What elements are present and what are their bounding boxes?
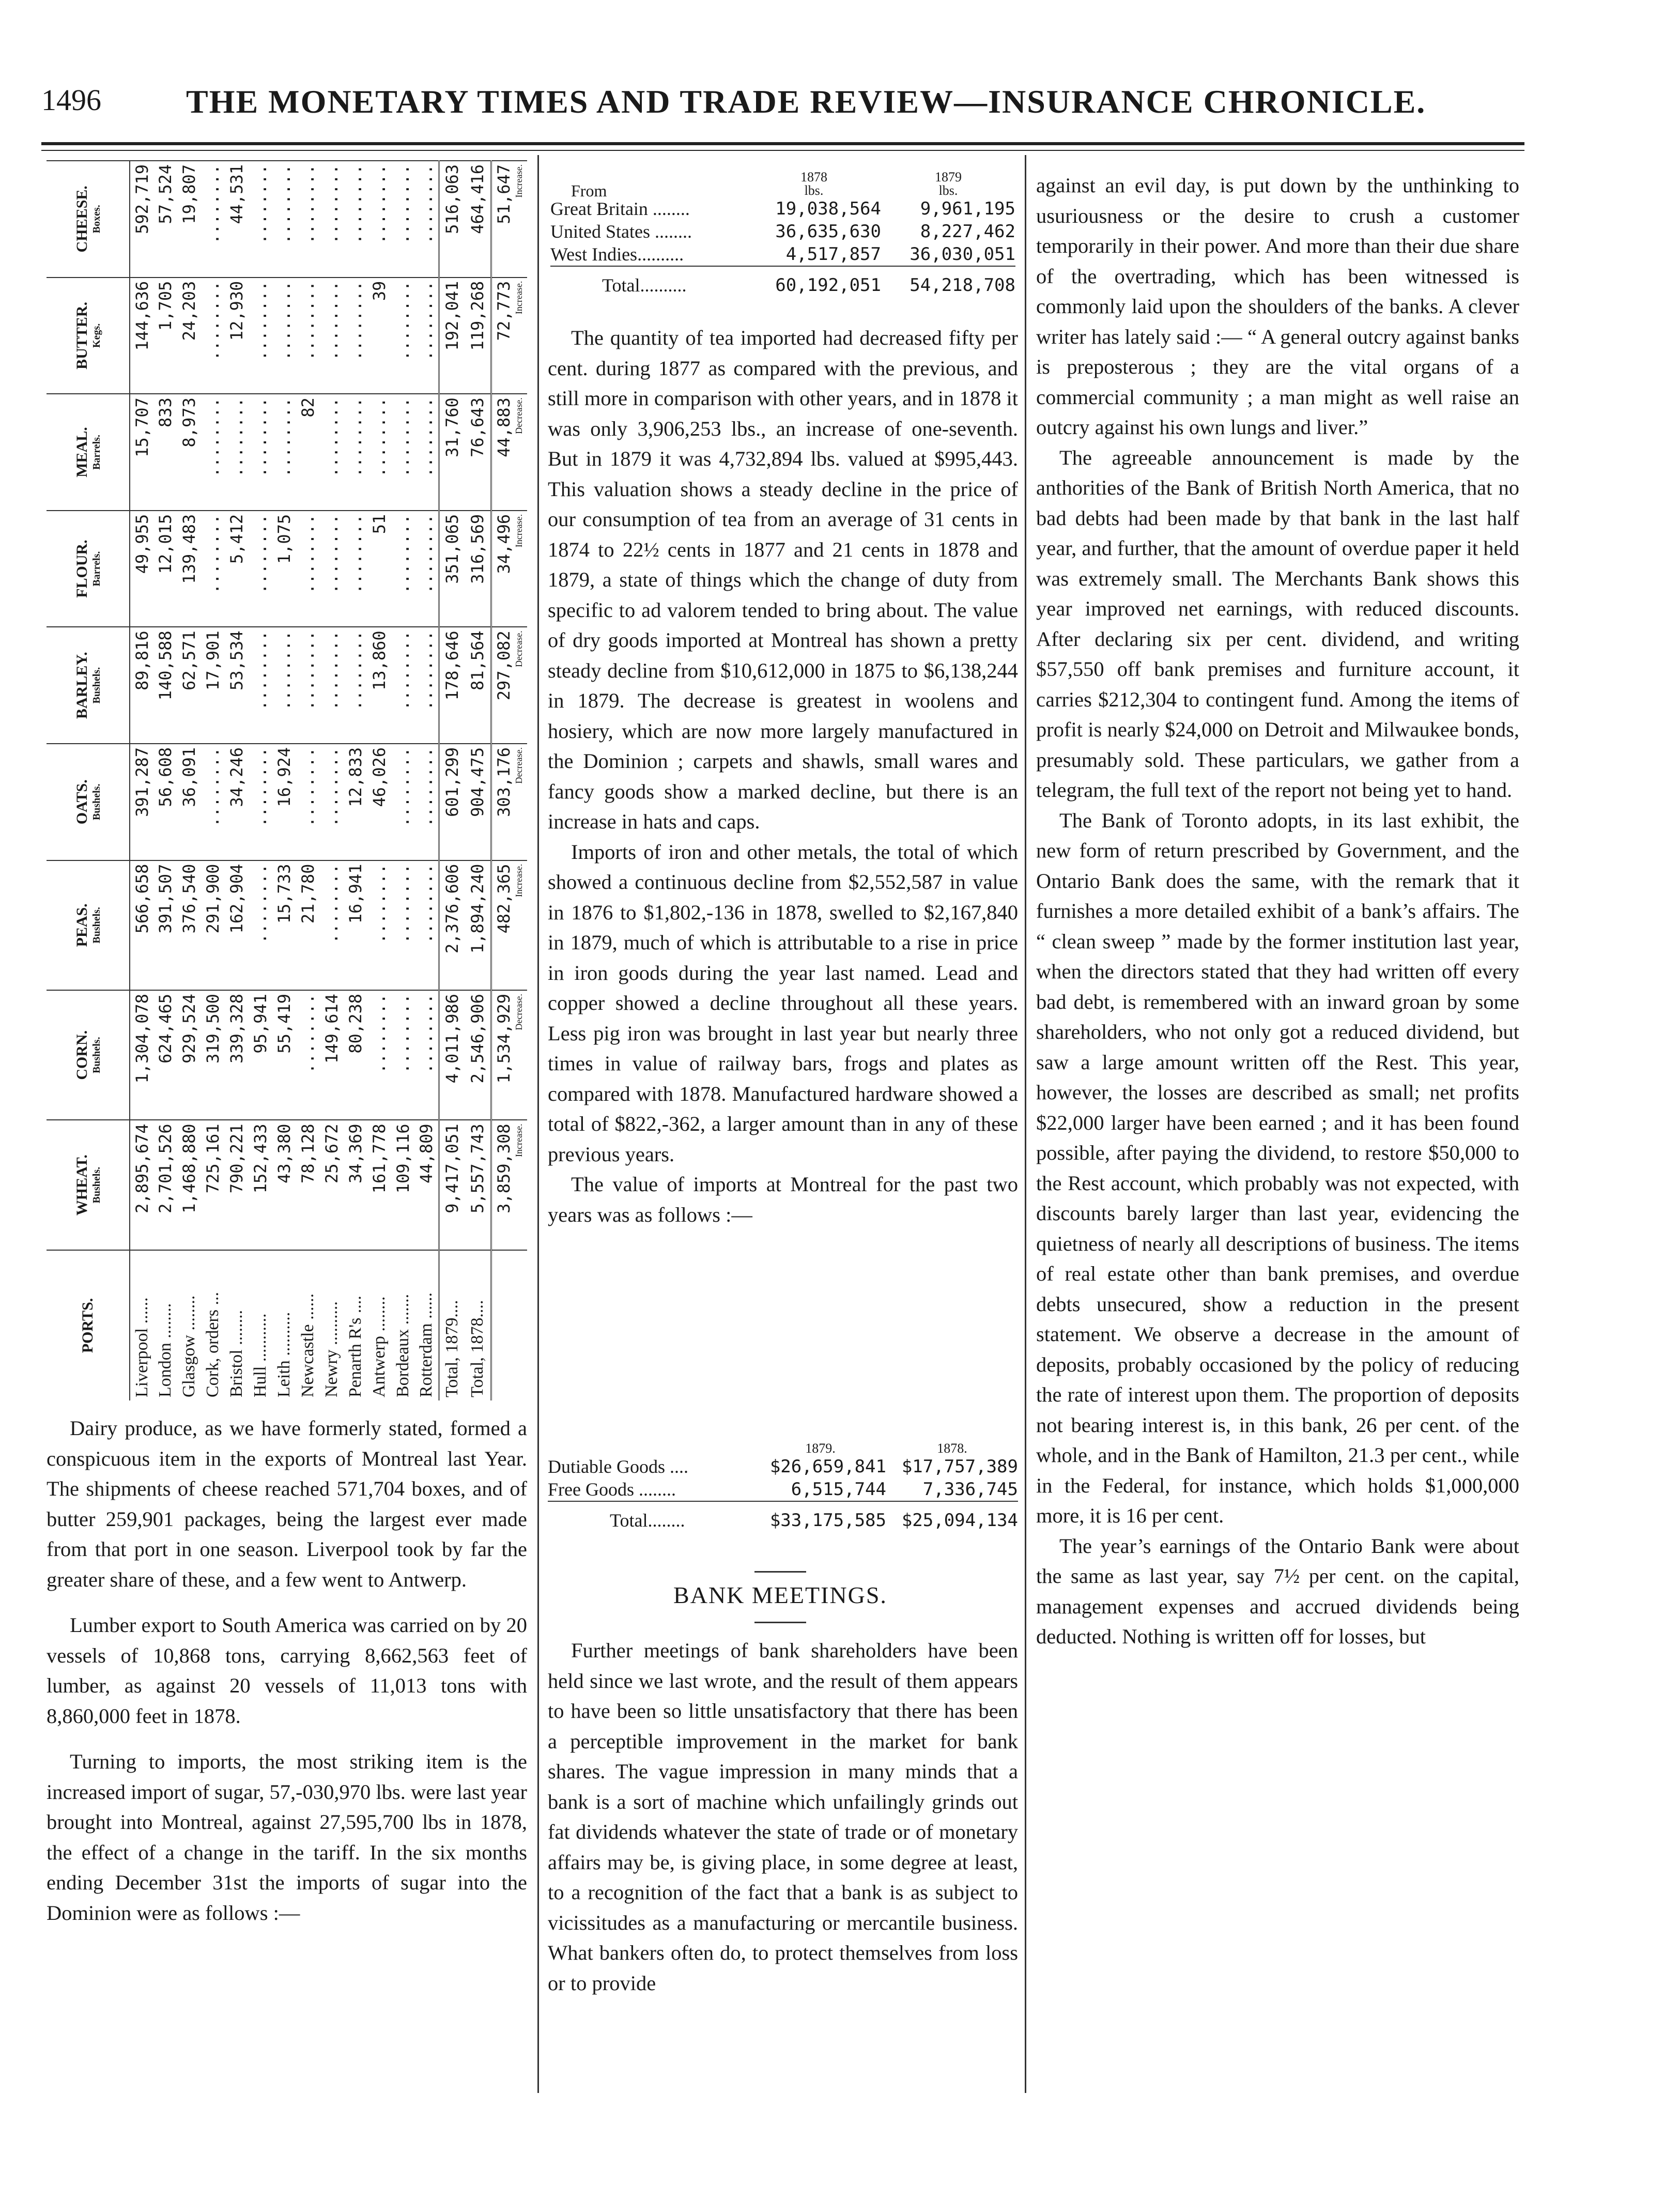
ports-header-1 [47, 1120, 130, 1250]
ports-cell: 53,534 [225, 627, 249, 744]
ports-row [153, 161, 177, 1400]
page-title: THE MONETARY TIMES AND TRADE REVIEW—INSURANCE CHRONICLE. [186, 83, 1426, 120]
ports-row [296, 161, 320, 1400]
paragraph-bank-meetings: Further meetings of bank shareholders have been held since we last wrote, and the result of them appears to have been so little unsatisfactory that there has been a perceptible improvement in the market for bank shares. The vague impression in many minds that a bank is a sort of machine which unfailingly grinds out fat dividends whatever the state of trade or of monetary affairs may be, is giving place, in some degree at least, to a recognition of the fact that a bank is as subject to vicissitudes as a manufacturing or mercantile business. What bankers often do, to protect themselves from loss or to provide [548, 1639, 1018, 1995]
ports-cell: ........ [320, 511, 344, 627]
ports-cell: ........ [320, 394, 344, 511]
ports-row [249, 161, 272, 1400]
ports-header-4 [47, 744, 130, 860]
ports-cell: 139,483 [177, 511, 201, 627]
ports-cell: ........ [320, 278, 344, 394]
tea-source: Great Britain ........ [550, 198, 690, 219]
ports-cell: 339,328 [225, 990, 249, 1120]
change-value: 297,082 [494, 630, 514, 701]
port-name: Cork, orders ... [201, 1250, 225, 1400]
tea-unit-1879: lbs. [938, 183, 958, 198]
total-cell: 464,416 [465, 161, 491, 278]
ports-cell: ........ [391, 161, 415, 278]
change-cell [491, 990, 527, 1120]
ports-cell: 16,941 [344, 860, 367, 990]
tea-unit-1878: lbs. [804, 183, 824, 198]
ports-header-6 [47, 511, 130, 627]
total-cell: 192,041 [439, 278, 465, 394]
ports-cell: 152,433 [249, 1120, 272, 1250]
ports-cell: 319,500 [201, 990, 225, 1120]
port-name: Newcastle ...... [296, 1250, 320, 1400]
change-value: 482,365 [494, 864, 514, 934]
port-name: Liverpool ...... [130, 1250, 153, 1400]
ports-cell: 95,941 [249, 990, 272, 1120]
ports-header-label: PEAS. [73, 903, 90, 947]
tea-row [550, 197, 1015, 220]
ports-cell: ........ [296, 990, 320, 1120]
ports-change-row [491, 161, 527, 1400]
ports-cell: ........ [415, 394, 439, 511]
imports-year-1879: 1879. [805, 1441, 836, 1456]
ports-header-unit: Bushels. [90, 1037, 102, 1074]
tea-value-1879: 36,030,051 [910, 244, 1015, 265]
imports-year-1878: 1878. [937, 1441, 967, 1456]
ports-cell: 24,203 [177, 278, 201, 394]
ports-table [47, 160, 527, 1400]
ports-cell: ........ [415, 278, 439, 394]
ports-cell: 109,116 [391, 1120, 415, 1250]
ports-cell: 1,075 [272, 511, 296, 627]
ports-cell: 44,809 [415, 1120, 439, 1250]
ports-row [272, 161, 296, 1400]
tea-total-row [550, 266, 1015, 297]
ports-cell: ........ [296, 511, 320, 627]
ports-cell: ........ [249, 278, 272, 394]
ports-cell: ........ [272, 627, 296, 744]
ports-cell: ........ [296, 744, 320, 860]
ports-cell: ........ [249, 860, 272, 990]
ports-cell: 13,860 [367, 627, 391, 744]
change-word: Increase. [514, 1123, 525, 1157]
column-2-upper [548, 323, 1018, 1230]
imports-table [548, 1442, 1018, 1532]
ports-cell: ........ [391, 627, 415, 744]
change-value: 1,534,929 [494, 994, 514, 1084]
change-cell [491, 1250, 527, 1400]
ports-row [344, 161, 367, 1400]
total-cell: 351,065 [439, 511, 465, 627]
ports-cell: ........ [391, 511, 415, 627]
paragraph-evil-day: against an evil day, is put down by the unthinking to usuriousness or the desire to crush a customer temporarily in their power. And more than their due share of the overtrading, which has been witnessed is commonly laid upon the shoulders of the banks. A clever writer has lately said :— “ A general outcry against banks is preposterous ; they are the vital organs of a commercial community ; a man might as well raise an outcry against his own lungs and liver.” [1036, 174, 1519, 439]
ports-cell: 391,287 [130, 744, 153, 860]
ports-cell: 12,930 [225, 278, 249, 394]
ports-header-label: FLOUR. [73, 540, 90, 598]
total-cell: 119,268 [465, 278, 491, 394]
ports-header-label: MEAL. [73, 427, 90, 478]
page-header [41, 83, 1638, 129]
ports-header-9 [47, 161, 130, 278]
change-cell [491, 627, 527, 744]
ports-row [320, 161, 344, 1400]
ports-cell: 51 [367, 511, 391, 627]
ports-cell: ........ [415, 990, 439, 1120]
ports-header-unit: Bushels. [90, 1166, 102, 1204]
paragraph-dairy: Dairy produce, as we have formerly stated, formed a conspicuous item in the exports of Montreal last Year. The shipments of cheese reached 571,704 boxes, and of butter 259,901 packages, being the largest ever made from that port in one season. Liverpool took by far the greater share of these, and a few went to Antwerp. [47, 1417, 527, 1591]
header-rule-thin [41, 150, 1524, 151]
ports-header-0 [47, 1250, 130, 1400]
port-name: Hull ........... [249, 1250, 272, 1400]
change-word: Decrease. [514, 630, 525, 667]
ports-cell: ........ [320, 744, 344, 860]
ports-table-header [47, 161, 130, 1400]
ports-cell: 80,238 [344, 990, 367, 1120]
tea-total-label: Total.......... [550, 266, 747, 297]
imports-total-label: Total........ [548, 1501, 754, 1532]
ports-cell: 12,015 [153, 511, 177, 627]
ports-cell: ........ [391, 394, 415, 511]
change-cell [491, 1120, 527, 1250]
ports-cell: 34,246 [225, 744, 249, 860]
ports-cell: ........ [415, 511, 439, 627]
ports-cell: 57,524 [153, 161, 177, 278]
ports-cell: ........ [225, 394, 249, 511]
change-value: 51,647 [494, 164, 514, 224]
total-cell: 81,564 [465, 627, 491, 744]
ports-cell: 34,369 [344, 1120, 367, 1250]
ports-cell: 19,807 [177, 161, 201, 278]
ports-header-label: WHEAT. [73, 1154, 90, 1216]
paragraph-tea: The quantity of tea imported had decreased fifty per cent. during 1877 as compared with the previous, and still more in comparison with other years, and in 1878 it was only 3,906,253 lbs., an increase of one-seventh. But in 1879 it was 4,732,894 lbs. valued at $995,443. This valuation shows a steady decline in the price of our consumption of tea from an average of 31 cents in 1874 to 22½ cents in 1877 and 21 cents in 1878 and 1879, a state of things which the change of duty from specific to ad valorem tended to bring about. The value of dry goods imported at Montreal has shown a pretty steady decline from $10,612,000 in 1875 to $6,138,244 in 1879. The decrease is greatest in woolens and hosiery, which are now more largely manufactured in the Dominion ; carpets and shawls, small wares and fancy goods show a marked decline, but there is an increase in hats and caps. [548, 326, 1018, 833]
ports-cell: ........ [201, 161, 225, 278]
header-rule-thick [41, 142, 1524, 145]
ports-cell: 43,380 [272, 1120, 296, 1250]
ports-cell: ........ [344, 161, 367, 278]
change-value: 303,176 [494, 747, 514, 817]
ports-cell: 1,304,078 [130, 990, 153, 1120]
ports-cell: ........ [415, 161, 439, 278]
total-cell: 1,894,240 [465, 860, 491, 990]
ports-header-8 [47, 278, 130, 394]
port-name: Glasgow ........ [177, 1250, 201, 1400]
ports-cell: ........ [391, 744, 415, 860]
ports-cell: 144,636 [130, 278, 153, 394]
ports-cell: 82 [296, 394, 320, 511]
ports-cell: 89,816 [130, 627, 153, 744]
tea-row [550, 220, 1015, 243]
ports-header-label: OATS. [73, 779, 90, 825]
ports-cell: ........ [272, 278, 296, 394]
imports-table-body [548, 1455, 1018, 1501]
port-name: Newry .......... [320, 1250, 344, 1400]
port-name: Bristol ........ [225, 1250, 249, 1400]
ports-cell: ........ [415, 860, 439, 990]
ports-cell: ........ [249, 627, 272, 744]
ports-cell: ........ [272, 394, 296, 511]
section-rule-bottom [754, 1622, 806, 1623]
ports-cell: 162,904 [225, 860, 249, 990]
ports-header-label: BARLEY. [73, 652, 90, 719]
imports-value-1878: $17,757,389 [901, 1456, 1018, 1477]
total-cell: 178,646 [439, 627, 465, 744]
ports-cell: ........ [344, 394, 367, 511]
ports-cell: 46,026 [367, 744, 391, 860]
ports-cell: ........ [272, 161, 296, 278]
ports-cell: ........ [391, 990, 415, 1120]
ports-table-container [47, 160, 527, 1400]
ports-cell: ........ [320, 627, 344, 744]
change-value: 34,496 [494, 514, 514, 574]
change-word: Decrease. [514, 994, 525, 1030]
tea-value-1879: 8,227,462 [920, 221, 1015, 242]
ports-cell: 140,588 [153, 627, 177, 744]
tea-year-1879: 1879 [935, 170, 962, 184]
ports-cell: ........ [249, 744, 272, 860]
change-word: Increase. [514, 281, 525, 315]
ports-header-3 [47, 860, 130, 990]
ports-row [415, 161, 439, 1400]
ports-cell: ........ [296, 161, 320, 278]
ports-header-unit: Barrels. [90, 551, 102, 587]
ports-cell: 49,955 [130, 511, 153, 627]
paragraph-british-north-america: The agreeable announcement is made by the anthorities of the Bank of British North America, that no bad debts had been made by that bank in the last half year, and further, that the amount of overdue paper it held was extremely small. The Merchants Bank shows this year improved net earnings, with reduced discounts. After declaring six per cent. dividend, and writing $57,550 off bank premises and furniture account, it carries $212,304 to contingent fund. Among the items of profit is nearly $24,000 on Detroit and Milwaukee bonds, presumably sold. These particulars, we gather from a telegram, the full text of the report not being yet to hand. [1036, 445, 1519, 802]
port-name: London ........ [153, 1250, 177, 1400]
imports-label: Free Goods ........ [548, 1479, 676, 1500]
ports-cell: 39 [367, 278, 391, 394]
ports-cell: ........ [249, 161, 272, 278]
tea-total-1878: 60,192,051 [747, 266, 881, 297]
ports-cell: 15,733 [272, 860, 296, 990]
change-cell [491, 278, 527, 394]
tea-table-units [550, 184, 1015, 197]
tea-table [550, 171, 1015, 297]
ports-header-unit: Bushels. [90, 667, 102, 704]
ports-total-row [465, 161, 491, 1400]
ports-cell: 1,468,880 [177, 1120, 201, 1250]
total-cell: 2,376,606 [439, 860, 465, 990]
tea-value-1878: 36,635,630 [775, 221, 881, 242]
ports-cell: 44,531 [225, 161, 249, 278]
ports-cell: ........ [320, 161, 344, 278]
paragraph-value-imports: The value of imports at Montreal for the past two years was as follows :— [548, 1173, 1018, 1226]
bank-meetings-heading: BANK MEETINGS. [673, 1582, 887, 1608]
ports-cell: ........ [415, 744, 439, 860]
ports-cell: ........ [391, 278, 415, 394]
tea-value-1878: 19,038,564 [775, 198, 881, 219]
ports-table-body [130, 161, 527, 1400]
change-cell [491, 161, 527, 278]
ports-cell: 36,091 [177, 744, 201, 860]
ports-cell: 8,973 [177, 394, 201, 511]
ports-cell: ........ [391, 860, 415, 990]
tea-year-1878: 1878 [800, 170, 827, 184]
ports-cell: 592,719 [130, 161, 153, 278]
ports-cell: ........ [249, 511, 272, 627]
total-cell: 516,063 [439, 161, 465, 278]
ports-cell: ........ [415, 627, 439, 744]
ports-header-5 [47, 627, 130, 744]
ports-row [201, 161, 225, 1400]
port-name: Leith .......... [272, 1250, 296, 1400]
ports-cell: 2,701,526 [153, 1120, 177, 1250]
ports-header-unit: Kegs. [90, 323, 102, 348]
tea-table-years [550, 171, 1015, 184]
imports-total-row [548, 1501, 1018, 1532]
ports-cell: 1,705 [153, 278, 177, 394]
column-2-lower [548, 1636, 1018, 1998]
port-name: Rotterdam ...... [415, 1250, 439, 1400]
total-cell: 316,569 [465, 511, 491, 627]
ports-header-unit: Boxes. [90, 205, 102, 234]
ports-cell: ........ [201, 511, 225, 627]
ports-cell: 790,221 [225, 1120, 249, 1250]
ports-cell: 15,707 [130, 394, 153, 511]
change-word: Increase. [514, 514, 525, 548]
ports-cell: ........ [367, 860, 391, 990]
ports-row [177, 161, 201, 1400]
ports-cell: 56,608 [153, 744, 177, 860]
ports-cell: ........ [344, 511, 367, 627]
ports-cell: ........ [201, 744, 225, 860]
ports-cell: 62,571 [177, 627, 201, 744]
section-rule-top [754, 1571, 806, 1573]
total-cell: 904,475 [465, 744, 491, 860]
imports-row [548, 1455, 1018, 1478]
ports-header-label: PORTS. [79, 1298, 96, 1353]
ports-header-unit: Bushels. [90, 906, 102, 944]
tea-source: United States ........ [550, 221, 692, 242]
change-word: Increase. [514, 864, 525, 898]
ports-row [130, 161, 153, 1400]
change-value: 3,859,308 [494, 1123, 514, 1213]
tea-row [550, 243, 1015, 266]
tea-source: West Indies.......... [550, 244, 684, 265]
total-label: Total, 1878.... [465, 1250, 491, 1400]
ports-cell: 391,507 [153, 860, 177, 990]
ports-cell: 624,465 [153, 990, 177, 1120]
total-cell: 2,546,906 [465, 990, 491, 1120]
page-number: 1496 [41, 83, 101, 117]
ports-cell: 149,614 [320, 990, 344, 1120]
tea-table-body [550, 197, 1015, 266]
column-1 [47, 1413, 527, 1928]
total-cell: 5,557,743 [465, 1120, 491, 1250]
total-cell: 4,011,986 [439, 990, 465, 1120]
ports-header-unit: Bushels. [90, 783, 102, 821]
total-cell: 31,760 [439, 394, 465, 511]
ports-cell: 929,524 [177, 990, 201, 1120]
change-word: Increase. [514, 164, 525, 198]
change-word: Decrease. [514, 747, 525, 784]
ports-row [225, 161, 249, 1400]
ports-header-unit: Barrels. [90, 435, 102, 470]
change-cell [491, 511, 527, 627]
tea-value-1878: 4,517,857 [785, 244, 881, 265]
column-3 [1036, 171, 1519, 1652]
change-cell [491, 860, 527, 990]
ports-row [391, 161, 415, 1400]
total-cell: 601,299 [439, 744, 465, 860]
ports-cell: 55,419 [272, 990, 296, 1120]
change-word: Decrease. [514, 397, 525, 434]
port-name: Antwerp ........ [367, 1250, 391, 1400]
ports-cell: 376,540 [177, 860, 201, 990]
ports-cell: 78,128 [296, 1120, 320, 1250]
change-value: 72,773 [494, 281, 514, 341]
change-cell [491, 744, 527, 860]
change-cell [491, 394, 527, 511]
ports-cell: 291,900 [201, 860, 225, 990]
total-cell: 76,643 [465, 394, 491, 511]
tea-value-1879: 9,961,195 [920, 198, 1015, 219]
paragraph-bank-of-toronto: The Bank of Toronto adopts, in its last exhibit, the new form of return prescribed by Government, and the Ontario Bank does the same, with the remark that it furnishes a more detailed exhibit of a bank’s affairs. The “ clean sweep ” made by the former institution last year, when the directors stated that they had written off every bad debt, is remembered with an inward groan by some shareholders, who not only got a reduced dividend, but saw a large amount written off the Rest. This year, however, the losses are described as small; net profits $22,000 larger have been earned ; and it has been found possible, after paying the dividend, to restore $50,000 to the Rest account, which probably was not expected, with discounts barely larger than last year, evidencing the quietness of nearly all descriptions of business. The items of real estate other than bank premises, and overdue debts unsecured, show a reduction in the present statement. We observe a decrease in the amount of deposits, probably occasioned by the policy of reducing the rate of interest upon them. The proportion of deposits not bearing interest is, in this bank, 26 per cent. of the whole, and in the Bank of Hamilton, 21.3 per cent., while in the Federal, for instance, which holds $1,000,000 more, it is 16 per cent. [1036, 808, 1519, 1527]
imports-row [548, 1478, 1018, 1501]
tea-from-label: From [571, 181, 607, 200]
imports-value-1879: $26,659,841 [769, 1456, 886, 1477]
ports-cell: ........ [201, 394, 225, 511]
imports-table-years [548, 1442, 1018, 1455]
ports-header-label: CORN. [73, 1030, 90, 1080]
imports-value-1879: 6,515,744 [791, 1479, 886, 1500]
ports-cell: ........ [367, 394, 391, 511]
tea-total-1879: 54,218,708 [881, 266, 1015, 297]
paragraph-ontario-bank: The year’s earnings of the Ontario Bank were about the same as last year, say 7½ per cent. on the capital, management expenses and accrued dividends being deducted. Nothing is written off for losses, but [1036, 1534, 1519, 1648]
paragraph-iron: Imports of iron and other metals, the total of which showed a continuous decline from $2,552,587 in value in 1876 to $1,802,-136 in 1878, swelled to $2,167,840 in 1879, much of which is attributable to a rise in price in iron goods during the year last named. Lead and copper showed a decline throughout all these years. Less pig iron was brought in last year but nearly three times in value of railway bars, frogs and plates as compared with 1878. Manufactured hardware showed a total of $822,-362, a larger amount than in any of these previous years. [548, 840, 1018, 1166]
ports-cell: 21,780 [296, 860, 320, 990]
ports-total-row [439, 161, 465, 1400]
ports-cell: ........ [296, 278, 320, 394]
column-divider-2 [1025, 155, 1026, 2093]
imports-value-1878: 7,336,745 [922, 1479, 1018, 1500]
ports-cell: ........ [344, 627, 367, 744]
port-name: Penarth R's .... [344, 1250, 367, 1400]
ports-cell: 566,658 [130, 860, 153, 990]
ports-cell: ........ [249, 394, 272, 511]
ports-cell: ........ [296, 627, 320, 744]
ports-cell: 16,924 [272, 744, 296, 860]
ports-cell: ........ [367, 990, 391, 1120]
imports-total-1878: $25,094,134 [886, 1501, 1018, 1532]
ports-header-label: CHEESE. [73, 186, 90, 253]
ports-cell: ........ [367, 161, 391, 278]
paragraph-lumber: Lumber export to South America was carried on by 20 vessels of 10,868 tons, carrying 8,662,563 feet of lumber, as against 20 vessels of 11,013 tons with 8,860,000 feet in 1878. [47, 1613, 527, 1728]
ports-row [367, 161, 391, 1400]
column-divider-1 [537, 155, 539, 2093]
ports-cell: 25,672 [320, 1120, 344, 1250]
ports-header-7 [47, 394, 130, 511]
port-name: Bordeaux ....... [391, 1250, 415, 1400]
ports-cell: ........ [344, 278, 367, 394]
change-value: 44,883 [494, 397, 514, 457]
ports-cell: 725,161 [201, 1120, 225, 1250]
imports-label: Dutiable Goods .... [548, 1456, 688, 1477]
total-cell: 9,417,051 [439, 1120, 465, 1250]
total-label: Total, 1879.... [439, 1250, 465, 1400]
paragraph-imports: Turning to imports, the most striking item is the increased import of sugar, 57,-030,970 lbs. were last year brought into Montreal, against 27,595,700 lbs in 1878, the effect of a change in the tariff. In the six months ending December 31st the imports of sugar into the Dominion were as follows :— [47, 1750, 527, 1925]
ports-cell: 5,412 [225, 511, 249, 627]
ports-header-2 [47, 990, 130, 1120]
ports-cell: ........ [201, 278, 225, 394]
ports-cell: 161,778 [367, 1120, 391, 1250]
ports-cell: 12,833 [344, 744, 367, 860]
ports-cell: 17,901 [201, 627, 225, 744]
ports-header-label: BUTTER. [73, 302, 90, 370]
ports-cell: ........ [320, 860, 344, 990]
ports-cell: 2,895,674 [130, 1120, 153, 1250]
imports-total-1879: $33,175,585 [754, 1501, 886, 1532]
ports-cell: 833 [153, 394, 177, 511]
